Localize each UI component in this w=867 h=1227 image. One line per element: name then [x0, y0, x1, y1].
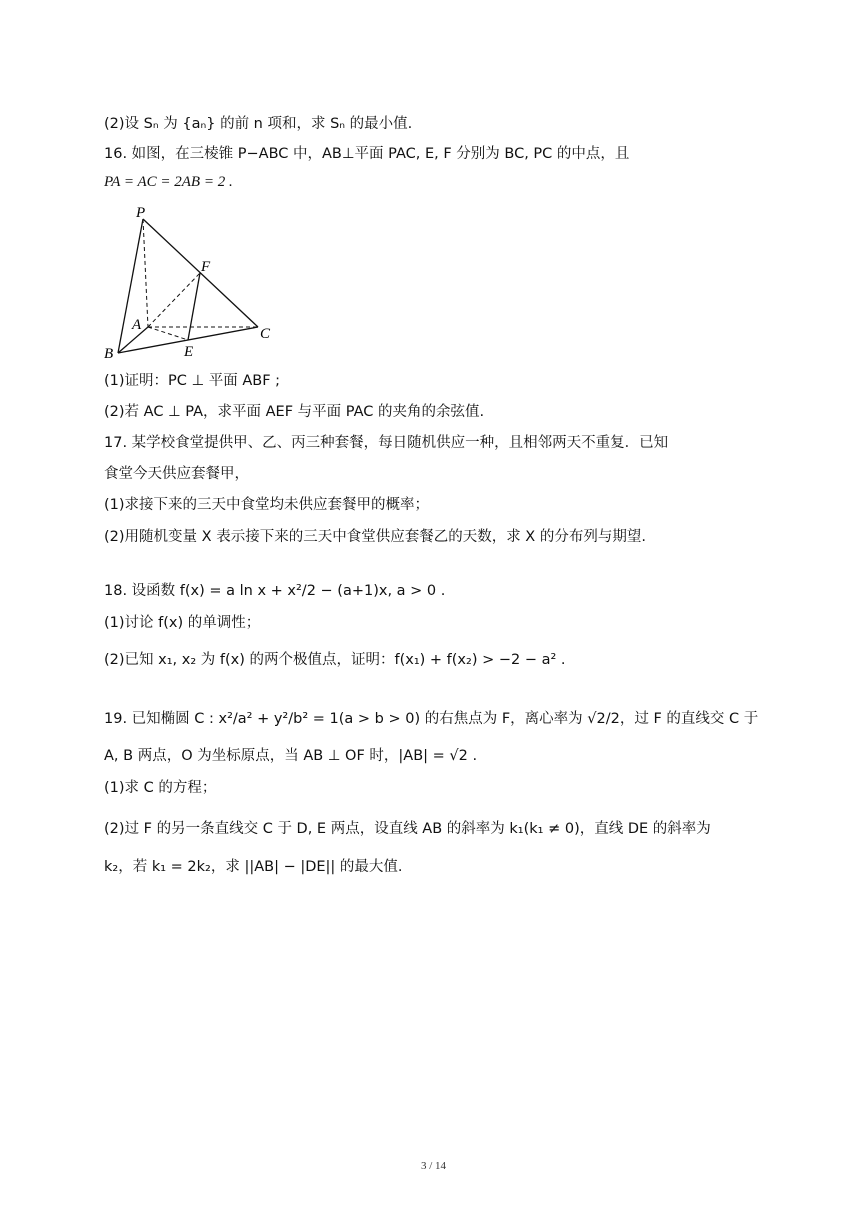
line-q19-1: (1)求 C 的方程； — [104, 780, 217, 796]
line-q18-stem: 18. 设函数 f(x) = a ln x + x²/2 − (a+1)x, a > 0 . — [104, 583, 446, 599]
line-q19-2-cont: k₂，若 k₁ = 2k₂，求 ||AB| − |DE|| 的最大值. — [104, 859, 403, 875]
line-q17-stem-cont: 食堂今天供应套餐甲， — [104, 466, 249, 482]
edge-FE — [188, 273, 200, 340]
line-q17-stem: 17. 某学校食堂提供甲、乙、丙三种套餐，每日随机供应一种，且相邻两天不重复．已知 — [104, 435, 669, 451]
edge-PA — [143, 219, 148, 327]
pyramid-svg — [100, 205, 290, 365]
label-B: B — [104, 346, 114, 362]
line-q15-2: (2)设 Sₙ 为 {aₙ} 的前 n 项和，求 Sₙ 的最小值. — [104, 116, 413, 132]
line-q16-condition: PA = AC = 2AB = 2 . — [104, 174, 233, 190]
line-q16-2: (2)若 AC ⊥ PA，求平面 AEF 与平面 PAC 的夹角的余弦值. — [104, 404, 485, 420]
pyramid-figure — [100, 205, 290, 365]
line-q18-2: (2)已知 x₁, x₂ 为 f(x) 的两个极值点，证明：f(x₁) + f(x₂) > −2 − a² . — [104, 652, 566, 668]
label-F: F — [201, 259, 211, 275]
line-q16-stem: 16. 如图，在三棱锥 P−ABC 中，AB⊥平面 PAC, E, F 分别为 BC, PC 的中点，且 — [104, 146, 630, 162]
page-number: 3 / 14 — [420, 1160, 447, 1172]
line-q17-2: (2)用随机变量 X 表示接下来的三天中食堂供应套餐乙的天数，求 X 的分布列与期望. — [104, 529, 646, 545]
label-E: E — [184, 344, 194, 360]
line-q16-1: (1)证明：PC ⊥ 平面 ABF ; — [104, 373, 281, 389]
line-q18-1: (1)讨论 f(x) 的单调性； — [104, 615, 261, 631]
line-q17-1: (1)求接下来的三天中食堂均未供应套餐甲的概率； — [104, 497, 430, 513]
label-P: P — [136, 205, 146, 221]
label-C: C — [260, 326, 271, 342]
line-q19-2: (2)过 F 的另一条直线交 C 于 D, E 两点，设直线 AB 的斜率为 k₁(k₁ ≠ 0)，直线 DE 的斜率为 — [104, 821, 711, 837]
edge-AE — [148, 327, 188, 340]
line-q19-stem-cont: A, B 两点，O 为坐标原点，当 AB ⊥ OF 时，|AB| = √2 . — [104, 748, 478, 764]
label-A: A — [132, 317, 142, 333]
line-q19-stem: 19. 已知椭圆 C : x²/a² + y²/b² = 1(a > b > 0) 的右焦点为 F，离心率为 √2/2，过 F 的直线交 C 于 — [104, 711, 759, 727]
